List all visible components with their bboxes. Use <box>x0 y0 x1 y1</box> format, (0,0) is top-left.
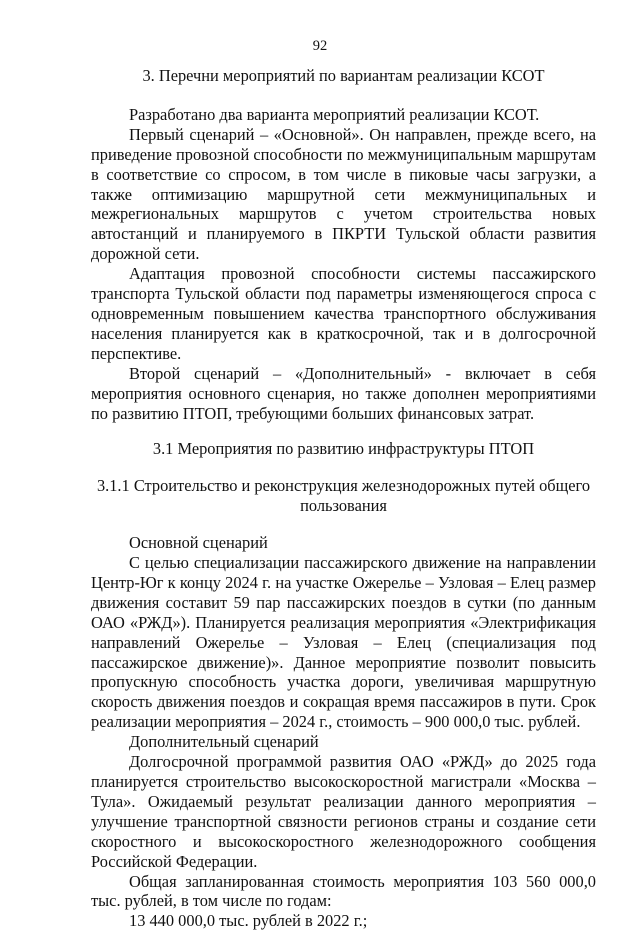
page-number: 92 <box>312 38 328 54</box>
additional-scenario-label: Дополнительный сценарий <box>129 732 319 752</box>
additional-scenario-paragraph-1: Долгосрочной программой развития ОАО «РЖД» до 2025 года планируется строительство высокоскоростной магистрали «Москва – Тула». Ожидаемый результат реализации данного мероприятия – улучшение транспортной связности регионов страны и создание сети скоростного и высокоскоростного железнодорожного сообщения Российской Федерации. <box>91 752 596 871</box>
additional-scenario-paragraph-3: 13 440 000,0 тыс. рублей в 2022 г.; <box>129 911 368 931</box>
basic-scenario-label: Основной сценарий <box>129 533 268 553</box>
additional-scenario-paragraph-2: Общая запланированная стоимость мероприятия 103 560 000,0 тыс. рублей, в том числе по годам: <box>91 871 596 911</box>
intro-paragraph-2: Первый сценарий – «Основной». Он направлен, прежде всего, на приведение провозной способности по межмуниципальным маршрутам в соответствие со спросом, в том числе в пиковые часы загрузки, а также оптимизацию маршрутной сети межмуниципальных и межрегиональных маршрутов с учетом строительства новых автостанций и планируемого в ПКРТИ Тульской области развития дорожной сети. <box>91 124 596 264</box>
section-heading: 3. Перечни мероприятий по вариантам реализации КСОТ <box>142 66 545 85</box>
intro-paragraph-4: Второй сценарий – «Дополнительный» - включает в себя мероприятия основного сценария, но также дополнен мероприятиями по развитию ПТОП, требующими больших финансовых затрат. <box>91 363 596 423</box>
subsubsection-heading: 3.1.1 Строительство и реконструкция железнодорожных путей общего пользования <box>96 476 591 516</box>
intro-paragraph-3: Адаптация провозной способности системы пассажирского транспорта Тульской области под параметры изменяющегося спроса с одновременным повышением качества транспортного обслуживания населения планируется как в краткосрочной, так и в долгосрочной перспективе. <box>91 264 596 363</box>
subsection-heading: 3.1 Мероприятия по развитию инфраструктуры ПТОП <box>152 439 535 459</box>
basic-scenario-paragraph: С целью специализации пассажирского движение на направлении Центр-Юг к концу 2024 г. на участке Ожерелье – Узловая – Елец размер движения составит 59 пар пассажирских поездов в сутки (по данным ОАО «РЖД»). Планируется реализация мероприятия «Электрификация направлений Ожерелье – Узловая – Елец (специализация под пассажирское движение)». Данное мероприятие позволит повысить пропускную способность участка дороги, увеличивая маршрутную скорость движения поездов и сокращая время пассажиров в пути. Срок реализации мероприятия – 2024 г., стоимость – 900 000,0 тыс. рублей. <box>91 553 596 732</box>
intro-paragraph-1: Разработано два варианта мероприятий реализации КСОТ. <box>129 104 540 124</box>
page-content <box>91 66 596 931</box>
